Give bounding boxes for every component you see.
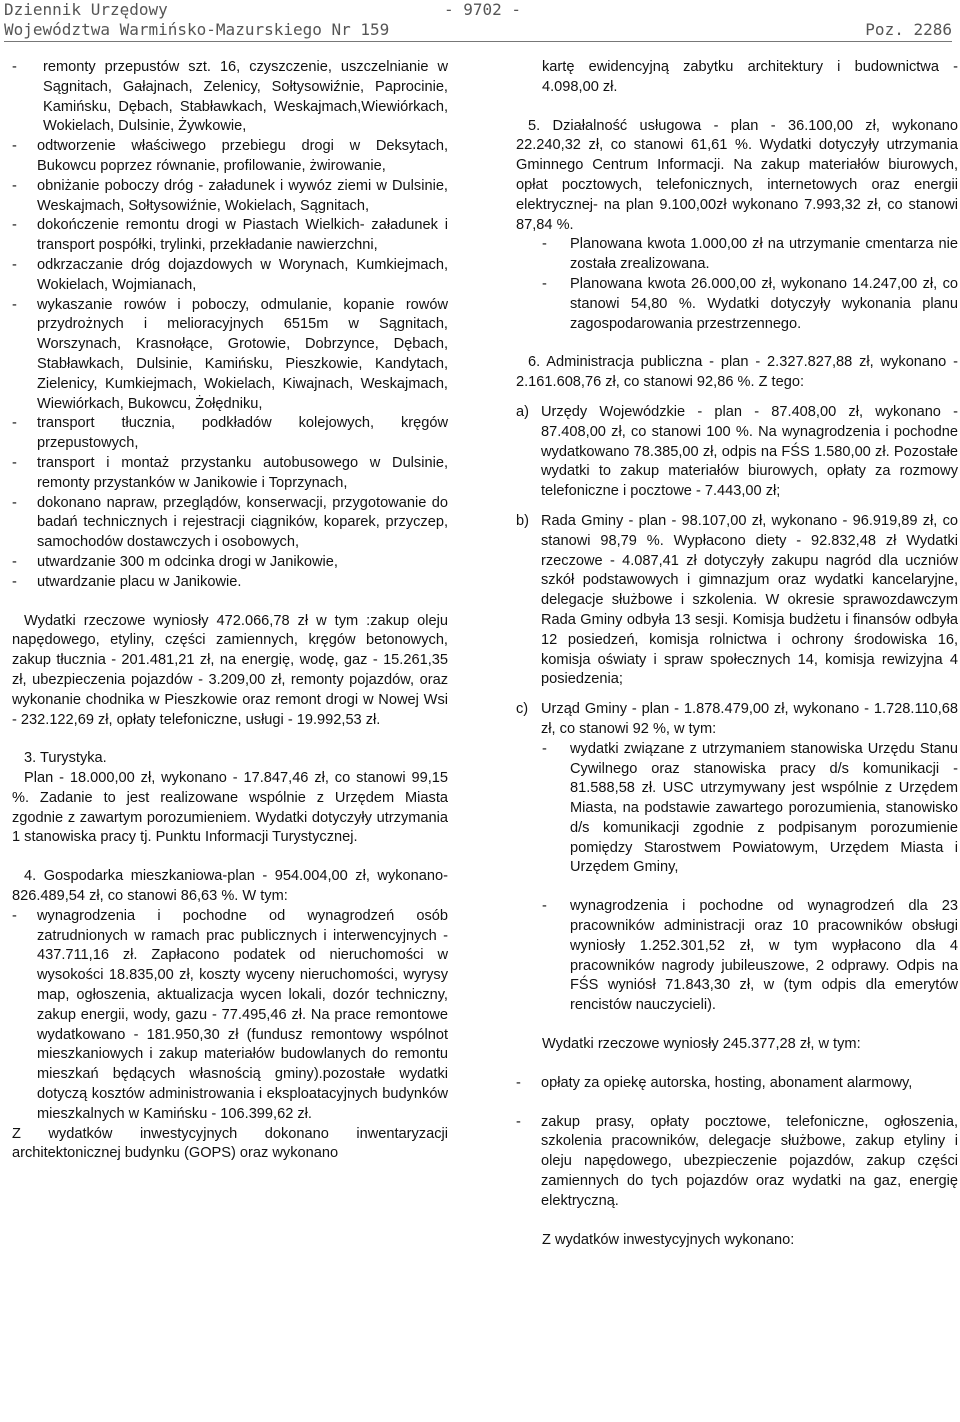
list-item: b) Rada Gminy - plan - 98.107,00 zł, wykonano - 96.919,89 zł, co stanowi 98,79 %. Wypłacono diety - 92.832,48 zł Wydatki rzeczowe - 4.087,41 zł dotyczyły zakupu nagród dla uczniów szkół podstawowych i gimnazjum oraz wydatki kancelaryjne, delegacje służbowe i szkolenia. W okresie sprawozdawczym Rada Gminy odbyła 13 sesji. Komisja budżetu i finansów odbyła 12 posiedzeń, komisja rolnictwa i ochrony środowiska 16, komisja oświaty i spraw społecznych 14, komisja rewizyjna 4 posiedzenia; (516, 512, 958, 688)
section-6-paragraph: 6. Administracja publiczna - plan - 2.327.827,88 zł, wykonano - 2.161.608,76 zł, co stanowi 92,86 %. Z tego: (516, 354, 958, 391)
journal-subtitle: Województwa Warmińsko-Mazurskiego Nr 159 (4, 20, 390, 39)
list-item: a) Urzędy Wojewódzkie - plan - 87.408,00 zł, wykonano - 87.408,00 zł, co stanowi 100 %. Na wynagrodzenia i pochodne wydatkowano 78.385,00 zł, odpis na FŚS 1.580,00 zł. Pozostałe wydatki to zakup materiałów biurowych, opłaty za rozmowy telefoniczne i pocztowe - 7.443,00 zł; (516, 403, 958, 500)
list-item: - wynagrodzenia i pochodne od wynagrodzeń dla 23 pracowników administracji oraz 10 pracowników obsługi wyniosły 1.252.301,52 zł, w tym wypłacono dla 4 pracowników nagrody jubileuszowe, 2 odprawy. Odpis na FŚS wyniósł 71.843,30 zł, w (tym odpis dla emerytów rencistów nauczycieli). (542, 898, 958, 1014)
page-header (4, 0, 952, 44)
list-item: - opłaty za opiekę autorska, hosting, abonament alarmowy, (516, 1074, 913, 1091)
section-3-paragraph: Plan - 18.000,00 zł, wykonano - 17.847,46 zł, co stanowi 99,15 %. Zadanie to jest realizowane wspólnie z Urzędem Miasta zgodnie z zawartym porozumieniem. Wydatki dotyczyły utrzymania 1 stanowiska pracy tj. Punktu Informacji Turystycznej. (12, 770, 448, 846)
list-item: - transport tłucznia, podkładów kolejowych, kręgów przepustowych, (12, 415, 448, 452)
list-item: - dokonano napraw, przeglądów, konserwacji, przygotowanie do badań technicznych i rejestracji ciągników, koparek, przyczep, samochodów dostawczych i osobowych, (12, 494, 448, 551)
journal-title: Dziennik Urzędowy (4, 0, 168, 19)
list-item: - wydatki związane z utrzymaniem stanowiska Urzędu Stanu Cywilnego oraz stanowiska pracy d/s komunikacji - 81.588,58 zł. USC utrzymywany jest wspólnie z Urzędem Miasta, na podstawie zawartego porozumienia, stanowisko d/s komunikacji zgodnie z podpisanym porozumienie pomiędzy Starostwem Powiatowym, Urzędem Miasta i Urzędem Gminy, (542, 740, 958, 876)
investment-heading: Z wydatków inwestycyjnych wykonano: (542, 1231, 795, 1248)
page-number: - 9702 - (444, 0, 522, 19)
list-item: - odtworzenie właściwego przebiegu drogi w Deksytach, Bukowcu poprzez równanie, profilowanie, żwirowanie, (12, 138, 448, 174)
section-4-end: Z wydatków inwestycyjnych dokonano inwentaryzacji architektonicznej budynku (GOPS) oraz wykonano (12, 1125, 448, 1162)
list-item: - odkrzaczanie dróg dojazdowych w Worynach, Kumkiejmach, Wokielach, Wojmianach, (12, 256, 448, 293)
list-item: - utwardzanie 300 m odcinka drogi w Janikowie, (12, 553, 338, 570)
list-item: - wynagrodzenia i pochodne od wynagrodzeń osób zatrudnionych w ramach prac publicznych i interwencyjnych - 437.711,16 zł. Zapłacono podatek od nieruchomości w wysokości 18.835,00 zł, koszty wyceny nieruchomości, wyrysy map, ogłoszenia, aktualizacja wycen lokali, dozór techniczny, zakup energii, wody, gazu - 77.495,46 zł. Na prace remontowe wydatkowano - 181.950,30 zł (fundusz remontowy wspólnot mieszkaniowych i zakup materiałów budowlanych do remontu mieszkań będących własnością gminy).pozostałe wydatki dotyczą kosztów administrowania i eksploatacyjnych budynków mieszkalnych w Kamińsku - 106.399,62 zł. (12, 907, 448, 1122)
list-item: - Planowana kwota 26.000,00 zł, wykonano 14.247,00 zł, co stanowi 54,80 %. Wydatki dotyczyły wykonania planu zagospodarowania przestrzennego. (542, 275, 958, 332)
continuation-text: kartę ewidencyjną zabytku architektury i budownictwa - 4.098,00 zł. (542, 59, 958, 95)
right-column (516, 58, 958, 1250)
list-item: - dokończenie remontu drogi w Piastach Wielkich- załadunek i transport pospółki, trylinki, przekładanie nawierzchni, (12, 217, 448, 254)
list-item: - utwardzanie placu w Janikowie. (12, 573, 242, 590)
section-5-paragraph: 5. Działalność usługowa - plan - 36.100,00 zł, wykonano 22.240,32 zł, co stanowi 61,61 %. Wydatki dotyczyły utrzymania Gminnego Centrum Informacji. Na zakup materiałów biurowych, opłat pocztowych, telefonicznych, internetowych oraz energii elektrycznej- na plan 9.100,00zł wykonano 7.993,32 zł, co stanowi 87,84 %. (516, 117, 958, 233)
material-expenses-right: Wydatki rzeczowe wyniosły 245.377,28 zł, w tym: (542, 1036, 861, 1053)
material-expenses-paragraph: Wydatki rzeczowe wyniosły 472.066,78 zł w tym :zakup oleju napędowego, etyliny, części zamiennych, kręgów betonowych, zakup tłucznia - 201.481,21 zł, na energię, wodę, gaz - 15.261,35 zł, ubezpieczenia pojazdów - 3.209,00 zł, remonty pojazdów, oraz wykonanie chodnika w Pieszkowie oraz remont drogi w Nowej Wsi - 232.122,69 zł, opłaty telefoniczne, usługi - 19.992,53 zł. (12, 612, 448, 728)
list-item: c) Urząd Gminy - plan - 1.878.479,00 zł, wykonano - 1.728.110,68 zł, co stanowi 92 %, w tym: (516, 701, 958, 737)
list-item: - zakup prasy, opłaty pocztowe, telefoniczne, ogłoszenia, szkolenia pracowników, delegacje służbowe, zakup etyliny i oleju napędowego, ubezpieczenie pojazdów, zakup części zamiennych do tych pojazdów oraz wydatki na gaz, energię elektryczną. (516, 1113, 958, 1209)
position-number: Poz. 2286 (865, 20, 952, 39)
left-column (12, 58, 448, 1164)
list-item: - transport i montaż przystanku autobusowego w Dulsinie, remonty przystanków w Janikowie i Toprzynach, (12, 454, 448, 491)
list-item: - wykaszanie rowów i poboczy, odmulanie, kopanie rowów przydrożnych i melioracyjnych 6515m w Sągnitach, Worszynach, Krasnołące, Grotowie, Dobrzynce, Dębach, Stabławkach, Dulsinie, Kamińsku, Pieszkowie, Kandytach, Zielenicy, Kumkiejmach, Wokielach, Kiwajnach, Weskajmach, Wiewiórkach, Bukowcu, Żołędniku, (12, 296, 448, 412)
list-item: - obniżanie poboczy dróg - załadunek i wywóz ziemi w Dulsinie, Weskajmach, Sołtysowiźnie, Wokielach, Sągnitach, (12, 177, 448, 214)
section-3-title: 3. Turystyka. (24, 750, 107, 767)
list-item: - Planowana kwota 1.000,00 zł na utrzymanie cmentarza nie została zrealizowana. (542, 236, 958, 273)
header-rule (4, 41, 952, 42)
section-4-title: 4. Gospodarka mieszkaniowa-plan - 954.004,00 zł, wykonano- 826.489,54 zł, co stanowi 86,63 %. W tym: (12, 868, 448, 905)
list-item: - remonty przepustów szt. 16, czyszczenie, uszczelnianie w Sągnitach, Gałajnach, Zelenicy, Sołtysowiźnie, Paprocinie, Kamińsku, Dębach, Stabławkach, Weskajmach,Wiewiórkach, Wokielach, Dulsinie, Żywkowie, (12, 59, 448, 135)
